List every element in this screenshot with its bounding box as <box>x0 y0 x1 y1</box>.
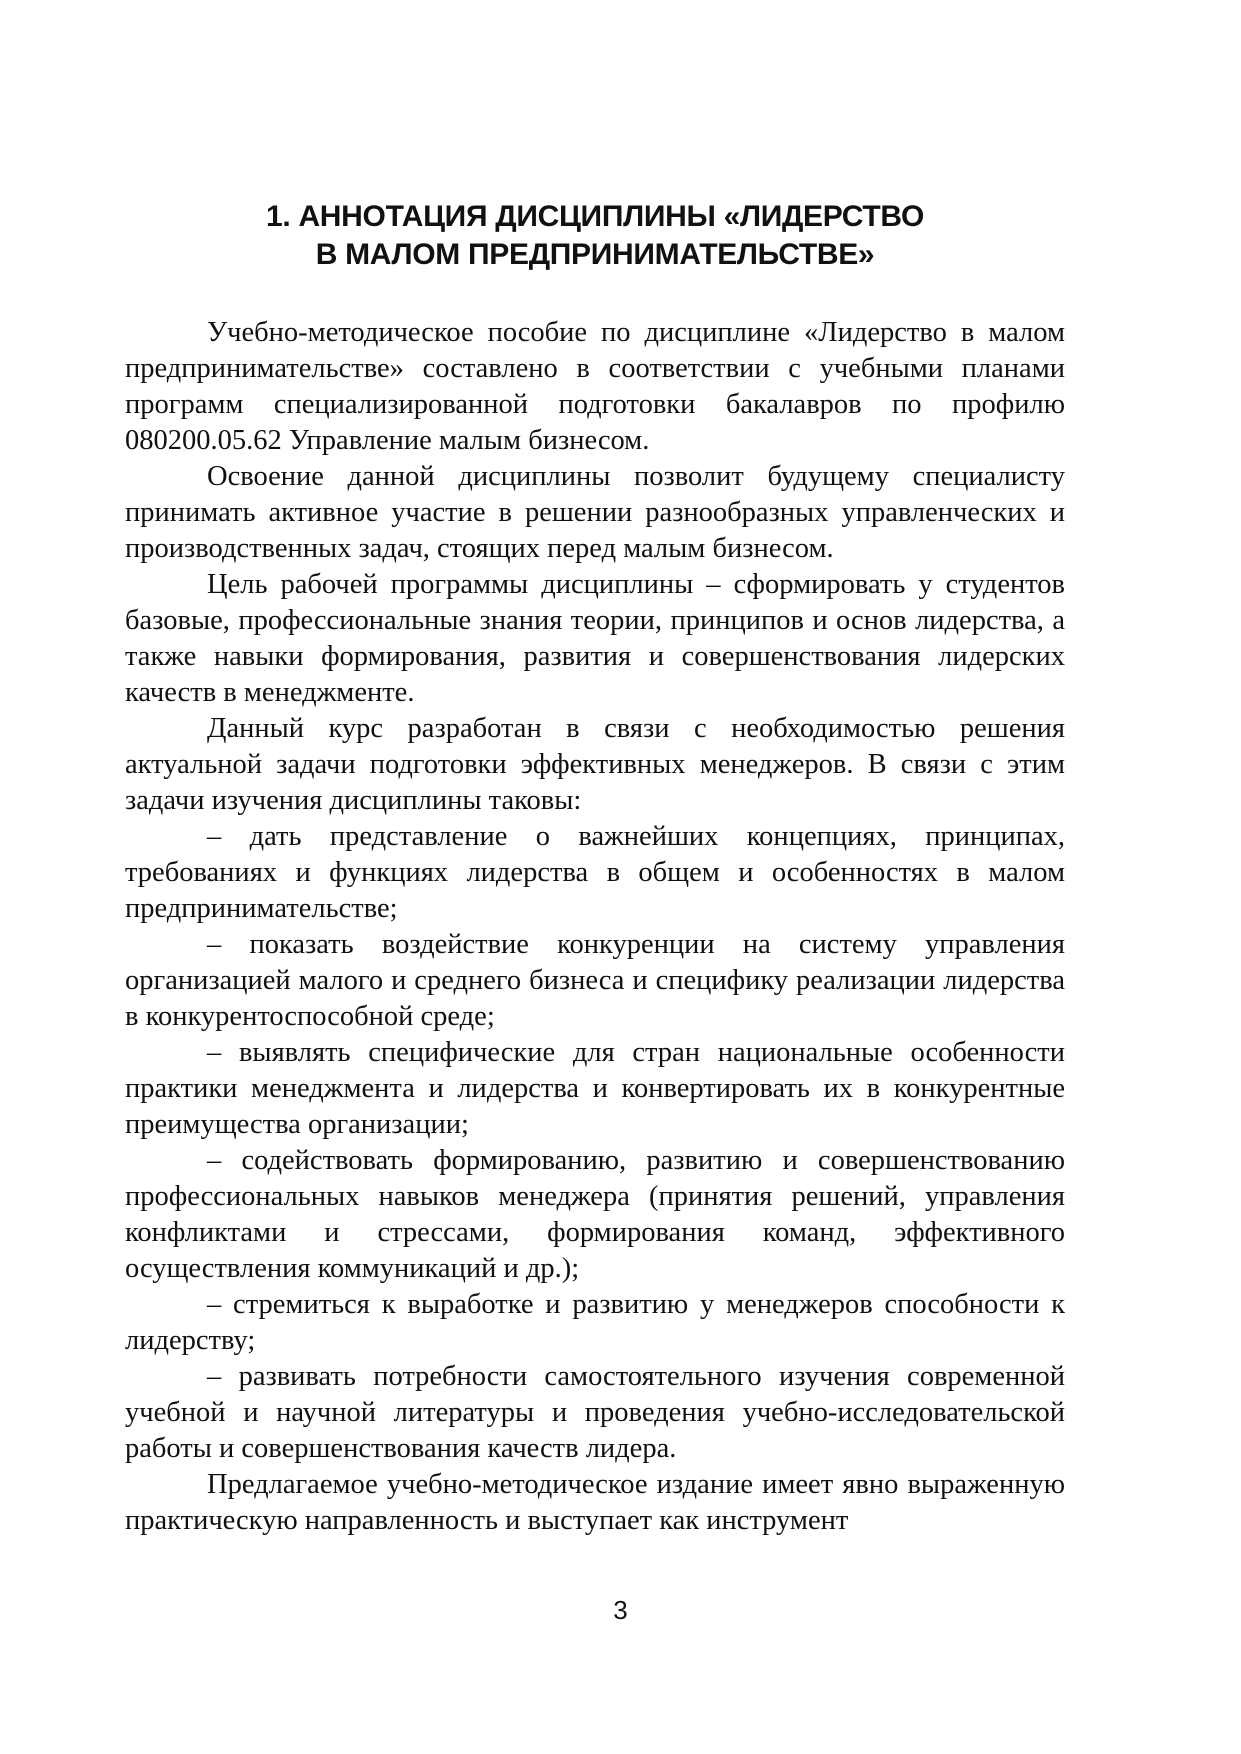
paragraph-goal: Цель рабочей программы дисциплины – сформировать у студентов базовые, профессиональные знания теории, принципов и основ лидерства, а также навыки формирования, развития и совершенствования лидерских качеств в менеджменте. <box>125 569 1065 708</box>
paragraph-closing: Предлагаемое учебно-методическое издание имеет явно выраженную практическую направленность и выступает как инструмент <box>125 1469 1065 1536</box>
list-item-task: – стремиться к выработке и развитию у менеджеров способности к лидерству; <box>125 1289 1065 1356</box>
list-item-task: – развивать потребности самостоятельного изучения современной учебной и научной литературы и проведения учебно-исследовательской работы и совершенствования качеств лидера. <box>125 1361 1065 1464</box>
heading-line-1: 1. АННОТАЦИЯ ДИСЦИПЛИНЫ «ЛИДЕРСТВО <box>265 200 925 233</box>
section-heading <box>125 198 1065 274</box>
list-item-task: – выявлять специфические для стран национальные особенности практики менеджмента и лидерства и конвертировать их в конкурентные преимущества организации; <box>125 1037 1065 1140</box>
paragraph-mastery: Освоение данной дисциплины позволит будущему специалисту принимать активное участие в решении разнообразных управленческих и производственных задач, стоящих перед малым бизнесом. <box>125 461 1065 564</box>
paragraph-intro: Учебно-методическое пособие по дисциплине «Лидерство в малом предпринимательстве» составлено в соответствии с учебными планами программ специализированной подготовки бакалавров по профилю 080200.05.62 Управление малым бизнесом. <box>125 317 1065 456</box>
list-item-task: – содействовать формированию, развитию и совершенствованию профессиональных навыков менеджера (принятия решений, управления конфликтами и стрессами, формирования команд, эффективного осуществления коммуникаций и др.); <box>125 1145 1065 1284</box>
body-text <box>125 315 1065 1539</box>
list-item-task: – показать воздействие конкуренции на систему управления организацией малого и среднего бизнеса и специфику реализации лидерства в конкурентоспособной среде; <box>125 929 1065 1032</box>
page-number: 3 <box>613 1595 628 1625</box>
heading-line-2: В МАЛОМ ПРЕДПРИНИМАТЕЛЬСТВЕ» <box>315 238 875 271</box>
list-item-task: – дать представление о важнейших концепциях, принципах, требованиях и функциях лидерства в общем и особенностях в малом предпринимательстве; <box>125 821 1065 924</box>
paragraph-course: Данный курс разработан в связи с необходимостью решения актуальной задачи подготовки эффективных менеджеров. В связи с этим задачи изучения дисциплины таковы: <box>125 713 1065 816</box>
